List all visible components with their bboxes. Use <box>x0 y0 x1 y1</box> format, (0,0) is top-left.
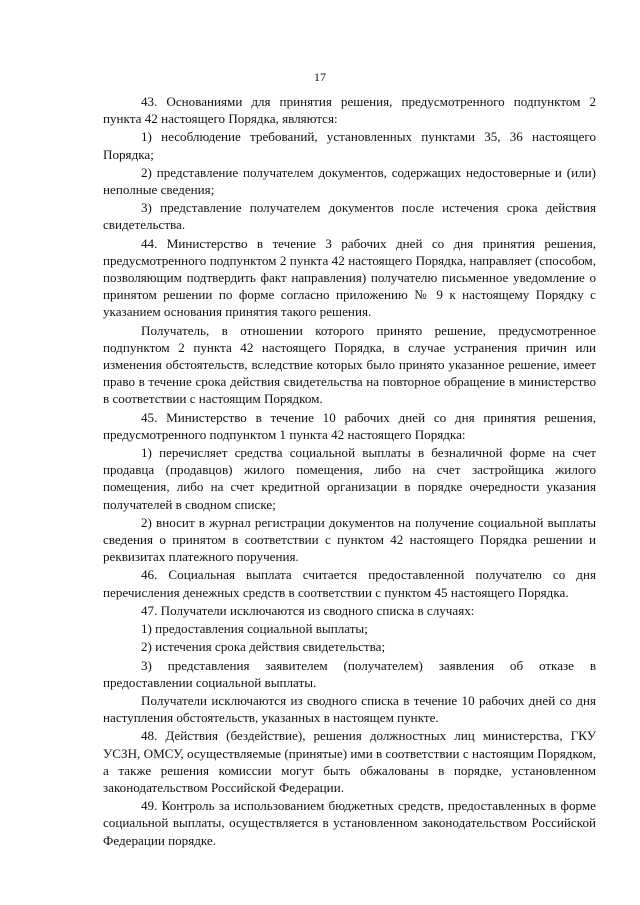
paragraph-45-item-2: 2) вносит в журнал регистрации документов на получение социальной выплаты сведения о принятом в соответствии с пунктом 42 настоящего Порядка решении и реквизитах платежного поручения. <box>103 514 596 565</box>
paragraph-43-item-3: 3) представление получателем документов после истечения срока действия свидетельства. <box>103 200 596 233</box>
paragraph-47: 47. Получатели исключаются из сводного списка в случаях: <box>141 602 475 618</box>
paragraph-47-item-2: 2) истечения срока действия свидетельства; <box>141 639 386 655</box>
paragraph-43: 43. Основаниями для принятия решения, предусмотренного подпунктом 2 пункта 42 настоящего Порядка, являются: <box>103 94 596 127</box>
paragraph-43-item-2: 2) представление получателем документов, содержащих недостоверные и (или) неполные сведения; <box>103 164 596 198</box>
paragraph-47-item-3: 3) представления заявителем (получателем) заявления об отказе в предоставлении социальной выплаты. <box>103 657 596 690</box>
paragraph-47-item-1: 1) предоставления социальной выплаты; <box>141 621 368 637</box>
page-number: 17 <box>314 70 326 84</box>
paragraph-48: 48. Действия (бездействие), решения должностных лиц министерства, ГКУ УСЗН, ОМСУ, осуществляемые (принятые) ими в соответствии с настоящим Порядком, а также решения комиссии могут быть обжалованы в порядке, установленном законодательством Российской Федерации. <box>103 728 596 795</box>
document-body <box>103 93 596 849</box>
paragraph-43-item-1: 1) несоблюдение требований, установленных пунктами 35, 36 настоящего Порядка; <box>103 129 596 162</box>
paragraph-47-exclusion-term: Получатели исключаются из сводного списка в течение 10 рабочих дней со дня наступления обстоятельств, указанных в настоящем пункте. <box>103 692 596 726</box>
paragraph-44: 44. Министерство в течение 3 рабочих дней со дня принятия решения, предусмотренного подпунктом 2 пункта 42 настоящего Порядка, направляет (способом, позволяющим подтвердить факт направления) получателю письменное уведомление о принятом решении по форме согласно приложению № 9 к настоящему Порядку с указанием основания принятия такого решения. <box>103 235 596 320</box>
paragraph-49: 49. Контроль за использованием бюджетных средств, предоставленных в форме социальной выплаты, осуществляется в установленном законодательством Российской Федерации порядке. <box>103 798 596 848</box>
paragraph-44-recipient: Получатель, в отношении которого принято решение, предусмотренное подпунктом 2 пункта 42 настоящего Порядка, в случае устранения причин или изменения обстоятельств, вследствие которых было принято указанное решение, имеет право в течение срока действия свидетельства на повторное обращение в министерство в соответствии с настоящим Порядком. <box>103 322 596 407</box>
paragraph-45: 45. Министерство в течение 10 рабочих дней со дня принятия решения, предусмотренного подпунктом 1 пункта 42 настоящего Порядка: <box>103 409 596 442</box>
paragraph-46: 46. Социальная выплата считается предоставленной получателю со дня перечисления денежных средств в соответствии с пунктом 45 настоящего Порядка. <box>103 567 596 600</box>
paragraph-45-item-1: 1) перечисляет средства социальной выплаты в безналичной форме на счет продавца (продавцов) жилого помещения, либо на счет застройщика жилого помещения, либо на счет кредитной организации в порядке очередности указания получателей в сводном списке; <box>103 445 596 512</box>
